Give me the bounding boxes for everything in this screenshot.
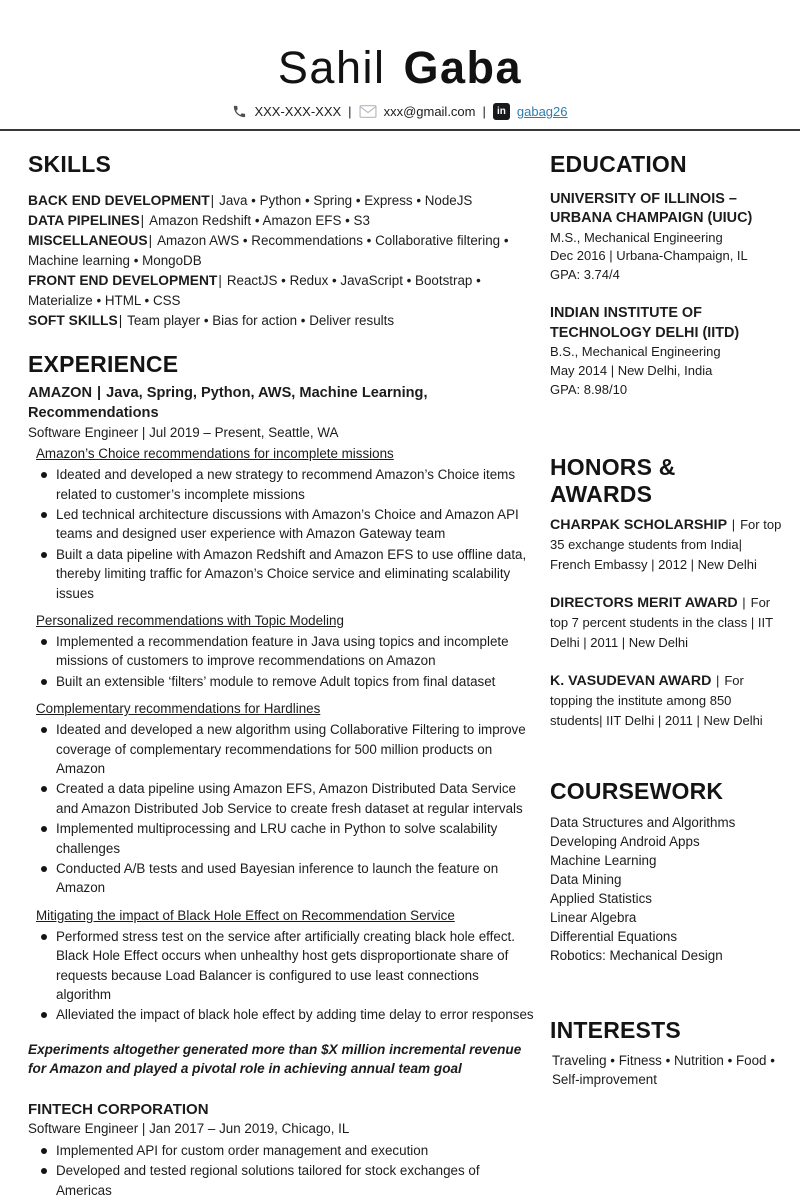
course-item: Data Mining (550, 872, 622, 888)
course-item: Robotics: Mechanical Design (550, 948, 723, 964)
bullet-text: Ideated and developed a new strategy to recommend Amazon’s Choice items related to customer’s incomplete missions (56, 467, 516, 502)
pipe-separator: | (482, 104, 486, 120)
award-entry (550, 593, 782, 652)
date-location: Dec 2016 | Urbana-Champaign, IL (550, 248, 748, 264)
last-name: Gaba (403, 42, 523, 93)
project-heading: Complementary recommendations for Hardlines (36, 701, 321, 717)
project-heading: Personalized recommendations with Topic Modeling (36, 612, 344, 628)
email-icon (359, 105, 377, 118)
project-heading: Amazon’s Choice recommendations for incomplete missions (36, 446, 394, 462)
skill-category: FRONT END DEVELOPMENT (28, 272, 218, 288)
page-title (0, 44, 800, 91)
company-name: AMAZON (28, 385, 93, 402)
right-column (550, 143, 782, 1201)
skill-category: DATA PIPELINES (28, 212, 140, 228)
skill-line (28, 191, 534, 211)
bullet-icon (41, 826, 47, 832)
bullet-icon (41, 639, 47, 645)
pipe-separator: | (348, 104, 352, 120)
course-item: Differential Equations (550, 929, 678, 945)
project-bullets (28, 927, 534, 1025)
project-bullets (28, 632, 534, 691)
skill-category: MISCELLANEOUS (28, 232, 148, 248)
bullet-item (28, 632, 534, 671)
experience-section (28, 351, 534, 1200)
pipe-separator: | (731, 517, 736, 533)
bullet-text: Built a data pipeline with Amazon Redshift and Amazon EFS to use offline data, thereby limiting traffic for Amazon’s Choice service and eliminating scalability issues (56, 546, 527, 601)
bullet-text: Developed and tested regional solutions tailored for stock exchanges of Americas (56, 1163, 480, 1198)
school-entry (550, 304, 782, 399)
company-name: FINTECH CORPORATION (28, 1100, 209, 1118)
bullet-item (28, 927, 534, 1005)
experience-title: EXPERIENCE (28, 350, 179, 377)
bullet-text: Implemented a recommendation feature in Java using topics and incomplete missions of customers to improve recommendations on Amazon (56, 633, 509, 669)
bullet-item (28, 465, 534, 504)
left-column (28, 143, 534, 1201)
bullet-text: Performed stress test on the service after artificially creating black hole effect. Black Hole Effect occurs when unhealthy host gets disproportionate share of requests because Load Balancer is configured to use least connections algorithm (56, 928, 515, 1003)
bullet-item (28, 819, 534, 858)
award-description: For topping the institute among 850 students| IIT Delhi | 2011 | New Delhi (550, 672, 763, 728)
course-item: Machine Learning (550, 853, 657, 869)
job-tech-list: Java, Spring, Python, AWS, Machine Learning, Recommendations (28, 385, 428, 422)
phone-icon (232, 104, 247, 119)
bullet-text: Implemented API for custom order management and execution (56, 1142, 429, 1158)
bullet-item (28, 1161, 534, 1200)
gpa: GPA: 3.74/4 (550, 266, 620, 282)
bullet-icon (41, 472, 47, 478)
bullet-item (28, 1141, 534, 1160)
degree: B.S., Mechanical Engineering (550, 344, 721, 360)
bullet-item (28, 859, 534, 898)
course-item: Applied Statistics (550, 891, 652, 907)
skills-section (28, 151, 534, 330)
email-address: xxx@gmail.com (383, 104, 476, 120)
skill-values: Team player • Bias for action • Deliver results (127, 312, 395, 328)
pipe-separator: | (140, 212, 145, 228)
bullet-text: Alleviated the impact of black hole effect by adding time delay to error responses (56, 1007, 534, 1023)
skill-line (28, 271, 534, 311)
honors-title: HONORS & AWARDS (550, 454, 676, 507)
bullet-icon (41, 866, 47, 872)
bullet-icon (41, 1012, 47, 1018)
pipe-separator: | (210, 192, 215, 208)
job-role-line: Software Engineer | Jan 2017 – Jun 2019, Chicago, IL (28, 1120, 350, 1136)
bullet-text: Built an extensible ‘filters’ module to remove Adult topics from final dataset (56, 673, 496, 689)
phone-number: XXX-XXX-XXX (254, 104, 342, 120)
bullet-icon (41, 786, 47, 792)
content-columns (0, 131, 800, 1201)
honors-section (550, 454, 782, 730)
course-item: Developing Android Apps (550, 834, 700, 850)
coursework-title: COURSEWORK (550, 777, 724, 804)
contact-line (0, 103, 800, 120)
bullet-icon (41, 512, 47, 518)
award-name: DIRECTORS MERIT AWARD (550, 595, 738, 612)
award-name: CHARPAK SCHOLARSHIP (550, 517, 728, 534)
gpa: GPA: 8.98/10 (550, 381, 628, 397)
skills-title: SKILLS (28, 151, 111, 178)
linkedin-link[interactable]: gabag26 (516, 104, 568, 120)
bullet-icon (41, 679, 47, 685)
bullet-item (28, 720, 534, 778)
interests-list: Traveling • Fitness • Nutrition • Food • Self-improvement (552, 1052, 775, 1088)
bullet-text: Ideated and developed a new algorithm using Collaborative Filtering to improve coverage of complementary recommendations for 500 million products on Amazon (56, 722, 526, 776)
school-name: UNIVERSITY OF ILLINOIS – URBANA CHAMPAIGN (UIUC) (550, 190, 753, 227)
pipe-separator: | (742, 595, 746, 611)
job-bullets (28, 1141, 534, 1200)
skill-line (28, 231, 534, 271)
course-item: Linear Algebra (550, 910, 637, 926)
skill-values: Amazon Redshift • Amazon EFS • S3 (149, 212, 370, 228)
bullet-icon (41, 1168, 47, 1174)
education-section (550, 151, 782, 399)
date-location: May 2014 | New Delhi, India (550, 363, 713, 379)
interests-title: INTERESTS (550, 1017, 681, 1044)
bullet-icon (41, 1148, 47, 1154)
bullet-item (28, 545, 534, 603)
bullet-item (28, 1005, 534, 1024)
bullet-text: Led technical architecture discussions with Amazon’s Choice and Amazon API teams and designed user experience with Amazon Gateway team (56, 506, 519, 542)
interests-section (550, 1017, 782, 1089)
skill-values: ReactJS • Redux • JavaScript • Bootstrap • Materialize • HTML • CSS (28, 272, 481, 308)
project-bullets (28, 720, 534, 898)
pipe-separator: | (148, 232, 153, 248)
job-role-line: Software Engineer | Jul 2019 – Present, Seattle, WA (28, 425, 339, 441)
bullet-item (28, 779, 534, 818)
impact-summary: Experiments altogether generated more than $X million incremental revenue for Amazon and played a pivotal role in achieving annual team goal (28, 1041, 522, 1077)
skill-category: SOFT SKILLS (28, 312, 118, 328)
school-name: INDIAN INSTITUTE OF TECHNOLOGY DELHI (IITD) (550, 305, 740, 341)
bullet-icon (41, 552, 47, 558)
degree: M.S., Mechanical Engineering (550, 229, 723, 245)
bullet-item (28, 505, 534, 544)
skill-values: Java • Python • Spring • Express • NodeJS (219, 192, 473, 208)
course-item: Data Structures and Algorithms (550, 815, 736, 831)
bullet-icon (41, 934, 47, 940)
bullet-item (28, 672, 534, 691)
bullet-icon (41, 727, 47, 733)
award-description: For top 35 exchange students from India| French Embassy | 2012 | New Delhi (550, 517, 782, 572)
bullet-text: Conducted A/B tests and used Bayesian inference to launch the feature on Amazon (56, 861, 499, 896)
pipe-separator: | (118, 312, 123, 328)
bullet-text: Created a data pipeline using Amazon EFS, Amazon Distributed Data Service and Amazon Distributed Job Service to create fresh dataset at regular intervals (56, 781, 523, 816)
job-fintech (28, 1100, 534, 1200)
award-entry (550, 515, 782, 574)
linkedin-icon-text: in (496, 105, 506, 117)
skill-category: BACK END DEVELOPMENT (28, 192, 210, 208)
first-name: Sahil (277, 42, 386, 93)
header (0, 0, 800, 120)
skill-line (28, 311, 534, 331)
education-title: EDUCATION (550, 151, 687, 178)
project-bullets (28, 465, 534, 603)
award-entry (550, 671, 782, 730)
bullet-text: Implemented multiprocessing and LRU cache in Python to solve scalability challenges (56, 821, 498, 856)
skill-line (28, 211, 534, 231)
award-description: For top 7 percent students in the class | IIT Delhi | 2011 | New Delhi (550, 595, 773, 650)
pipe-separator: | (715, 672, 720, 688)
coursework-section (550, 778, 782, 965)
pipe-separator: | (218, 272, 222, 288)
job-amazon (28, 383, 534, 1079)
pipe-separator: | (97, 385, 102, 402)
school-entry (550, 190, 782, 285)
linkedin-icon (493, 103, 510, 120)
award-name: K. VASUDEVAN AWARD (550, 672, 712, 689)
project-heading: Mitigating the impact of Black Hole Effect on Recommendation Service (36, 907, 455, 923)
skill-values: Amazon AWS • Recommendations • Collaborative filtering • Machine learning • MongoDB (28, 232, 509, 268)
job-header (28, 383, 534, 423)
